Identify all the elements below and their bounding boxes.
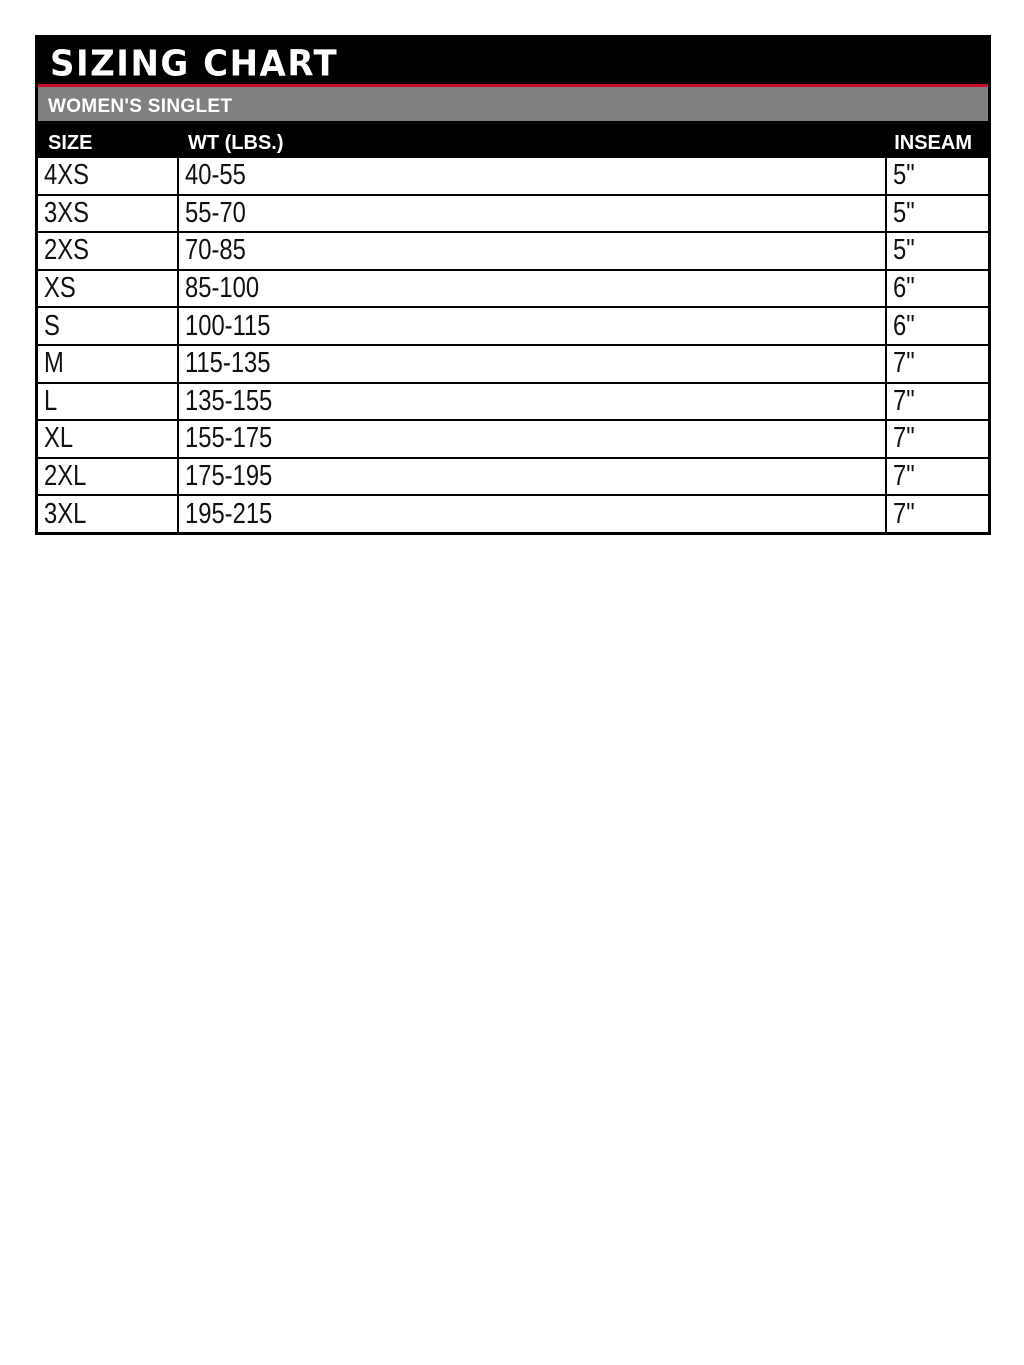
size-cell: [38, 383, 178, 421]
size-cell-text: XL: [44, 422, 74, 455]
inseam-cell: [886, 383, 988, 421]
size-cell-text: 4XS: [44, 159, 89, 192]
weight-cell-text: 135-155: [185, 384, 273, 417]
size-cell-text: 2XS: [44, 234, 89, 267]
weight-cell: [178, 195, 886, 233]
column-header-inseam: INSEAM: [894, 132, 972, 154]
column-header-size: SIZE: [48, 132, 93, 154]
weight-cell-text: 70-85: [185, 234, 246, 267]
table-row: [38, 495, 988, 532]
chart-title: SIZING CHART: [50, 43, 339, 85]
weight-cell: [178, 232, 886, 270]
size-cell: [38, 270, 178, 308]
weight-cell-text: 100-115: [185, 309, 271, 342]
weight-cell: [178, 495, 886, 532]
inseam-cell-text: 7": [893, 422, 915, 455]
inseam-cell: [886, 195, 988, 233]
sizing-table-body: [38, 158, 988, 532]
inseam-cell-text: 7": [893, 384, 915, 417]
size-cell: [38, 458, 178, 496]
table-row: [38, 420, 988, 458]
chart-subtitle: WOMEN'S SINGLET: [48, 96, 233, 117]
inseam-cell: [886, 158, 988, 195]
inseam-cell: [886, 345, 988, 383]
weight-cell: [178, 270, 886, 308]
inseam-cell: [886, 307, 988, 345]
inseam-cell-text: 7": [893, 497, 915, 530]
inseam-cell-text: 6": [893, 309, 915, 342]
table-row: [38, 345, 988, 383]
size-cell: [38, 495, 178, 532]
inseam-cell-text: 5": [893, 159, 915, 192]
weight-cell-text: 175-195: [185, 460, 273, 493]
size-cell-text: 3XL: [44, 497, 87, 530]
size-cell: [38, 420, 178, 458]
inseam-cell: [886, 420, 988, 458]
weight-cell-text: 40-55: [185, 159, 246, 192]
table-row: [38, 232, 988, 270]
inseam-cell-text: 6": [893, 272, 915, 305]
table-row: [38, 195, 988, 233]
weight-cell: [178, 420, 886, 458]
inseam-cell-text: 5": [893, 196, 915, 229]
sizing-table: [38, 158, 988, 532]
size-cell-text: L: [44, 384, 58, 417]
column-header-row: [38, 121, 988, 158]
weight-cell: [178, 307, 886, 345]
size-cell: [38, 232, 178, 270]
size-cell-text: 3XS: [44, 196, 89, 229]
size-cell: [38, 345, 178, 383]
size-cell-text: M: [44, 347, 64, 380]
size-cell-text: 2XL: [44, 460, 87, 493]
inseam-cell-text: 7": [893, 460, 915, 493]
column-header-weight: WT (LBS.): [188, 132, 284, 154]
table-row: [38, 307, 988, 345]
sizing-chart: [35, 35, 991, 535]
weight-cell-text: 195-215: [185, 497, 273, 530]
table-row: [38, 458, 988, 496]
inseam-cell-text: 7": [893, 347, 915, 380]
table-row: [38, 270, 988, 308]
inseam-cell: [886, 232, 988, 270]
size-cell: [38, 195, 178, 233]
inseam-cell: [886, 270, 988, 308]
subtitle-bar: [38, 87, 988, 121]
table-row: [38, 158, 988, 195]
weight-cell-text: 115-135: [185, 347, 271, 380]
weight-cell: [178, 383, 886, 421]
title-bar: [38, 38, 988, 87]
weight-cell-text: 155-175: [185, 422, 273, 455]
weight-cell: [178, 345, 886, 383]
inseam-cell: [886, 458, 988, 496]
size-cell-text: S: [44, 309, 60, 342]
table-row: [38, 383, 988, 421]
weight-cell-text: 85-100: [185, 272, 260, 305]
size-cell: [38, 307, 178, 345]
weight-cell: [178, 158, 886, 195]
weight-cell-text: 55-70: [185, 196, 246, 229]
size-cell-text: XS: [44, 272, 76, 305]
size-cell: [38, 158, 178, 195]
inseam-cell: [886, 495, 988, 532]
weight-cell: [178, 458, 886, 496]
inseam-cell-text: 5": [893, 234, 915, 267]
